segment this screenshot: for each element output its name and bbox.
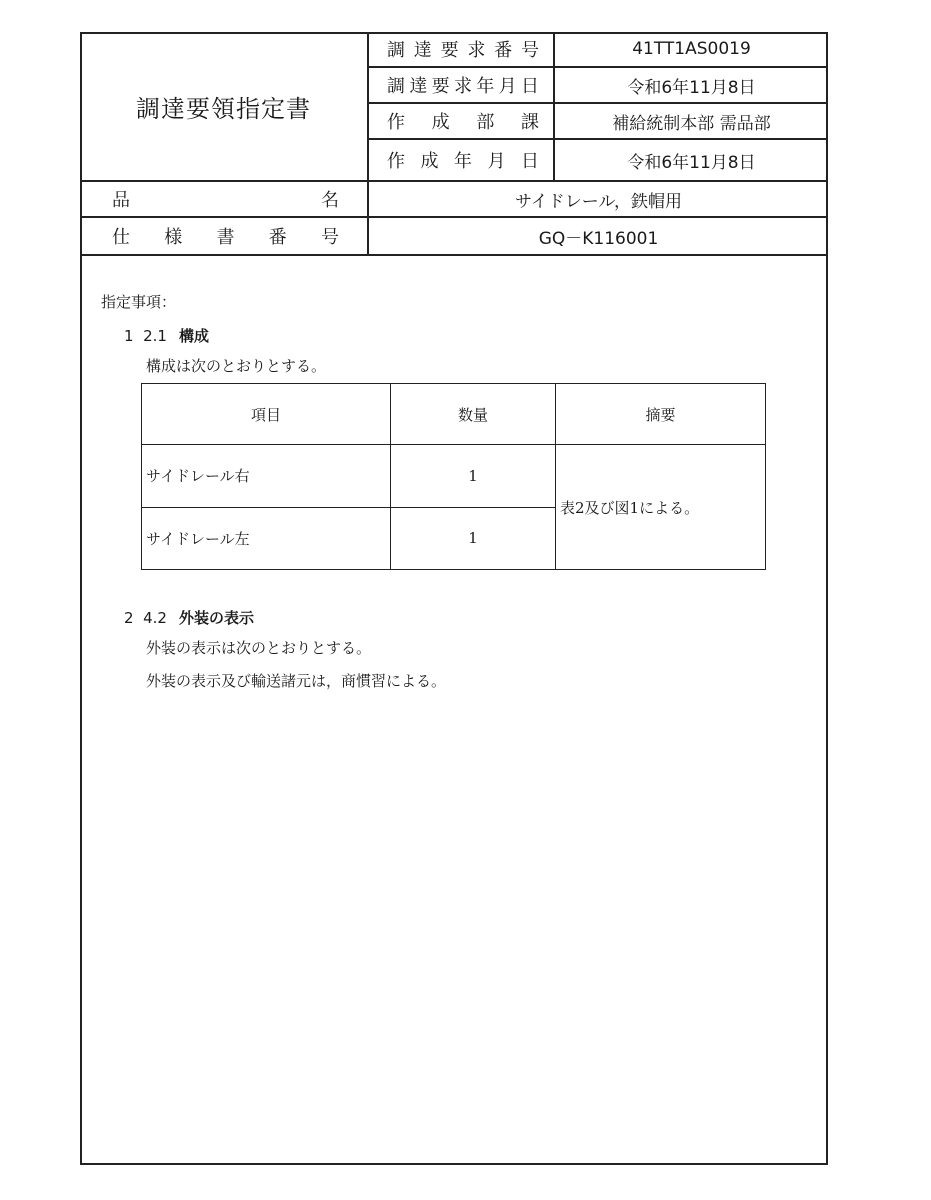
qty-cell: 1 [391, 445, 556, 508]
col-header-item: 項目 [142, 384, 391, 445]
header-row-department [369, 104, 828, 140]
section-heading-2: 2 4.2 外装の表示 [124, 609, 254, 627]
item-name-value: サイドレール，鉄帽用 [514, 191, 683, 212]
spec-number-row [80, 218, 828, 256]
section-1-text: 構成は次のとおりとする。 [146, 357, 327, 375]
item-name-row [80, 182, 828, 218]
document-title: 調達要領指定書 [80, 32, 369, 182]
spec-number-value: GQ－K116001 [538, 228, 659, 249]
qty-cell: 1 [391, 507, 556, 570]
item-cell: サイドレール右 [142, 445, 391, 508]
request-number-value: 41TT1AS0019 [632, 39, 751, 59]
designation-heading: 指定事項： [101, 293, 177, 311]
header-row-request-date [369, 68, 828, 104]
col-header-qty: 数量 [391, 384, 556, 445]
spec-number-label: 仕 様 書 番 号 [80, 218, 369, 254]
header-label: 作 成 部 課 [369, 104, 555, 138]
header-row-created-date [369, 140, 828, 182]
header-row-request-number [369, 32, 828, 68]
request-date-value: 令和6年11月8日 [627, 77, 756, 98]
header-label: 作 成 年 月 日 [369, 140, 555, 180]
item-name-label: 品 名 [80, 182, 369, 216]
item-cell: サイドレール左 [142, 507, 391, 570]
section-2-text-2: 外装の表示及び輸送諸元は，商慣習による。 [146, 672, 447, 690]
table-header-row [142, 384, 766, 445]
section-2-text-1: 外装の表示は次のとおりとする。 [146, 639, 372, 657]
header-label: 調 達 要 求 番 号 [369, 32, 555, 66]
note-cell: 表2及び図1による。 [556, 445, 766, 570]
created-date-value: 令和6年11月8日 [627, 152, 756, 173]
composition-table [141, 383, 766, 570]
col-header-note: 摘要 [556, 384, 766, 445]
section-heading-1: 1 2.1 構成 [124, 327, 209, 345]
header-label: 調 達 要 求 年 月 日 [369, 68, 555, 102]
department-value: 補給統制本部 需品部 [612, 113, 771, 134]
table-row [142, 445, 766, 508]
